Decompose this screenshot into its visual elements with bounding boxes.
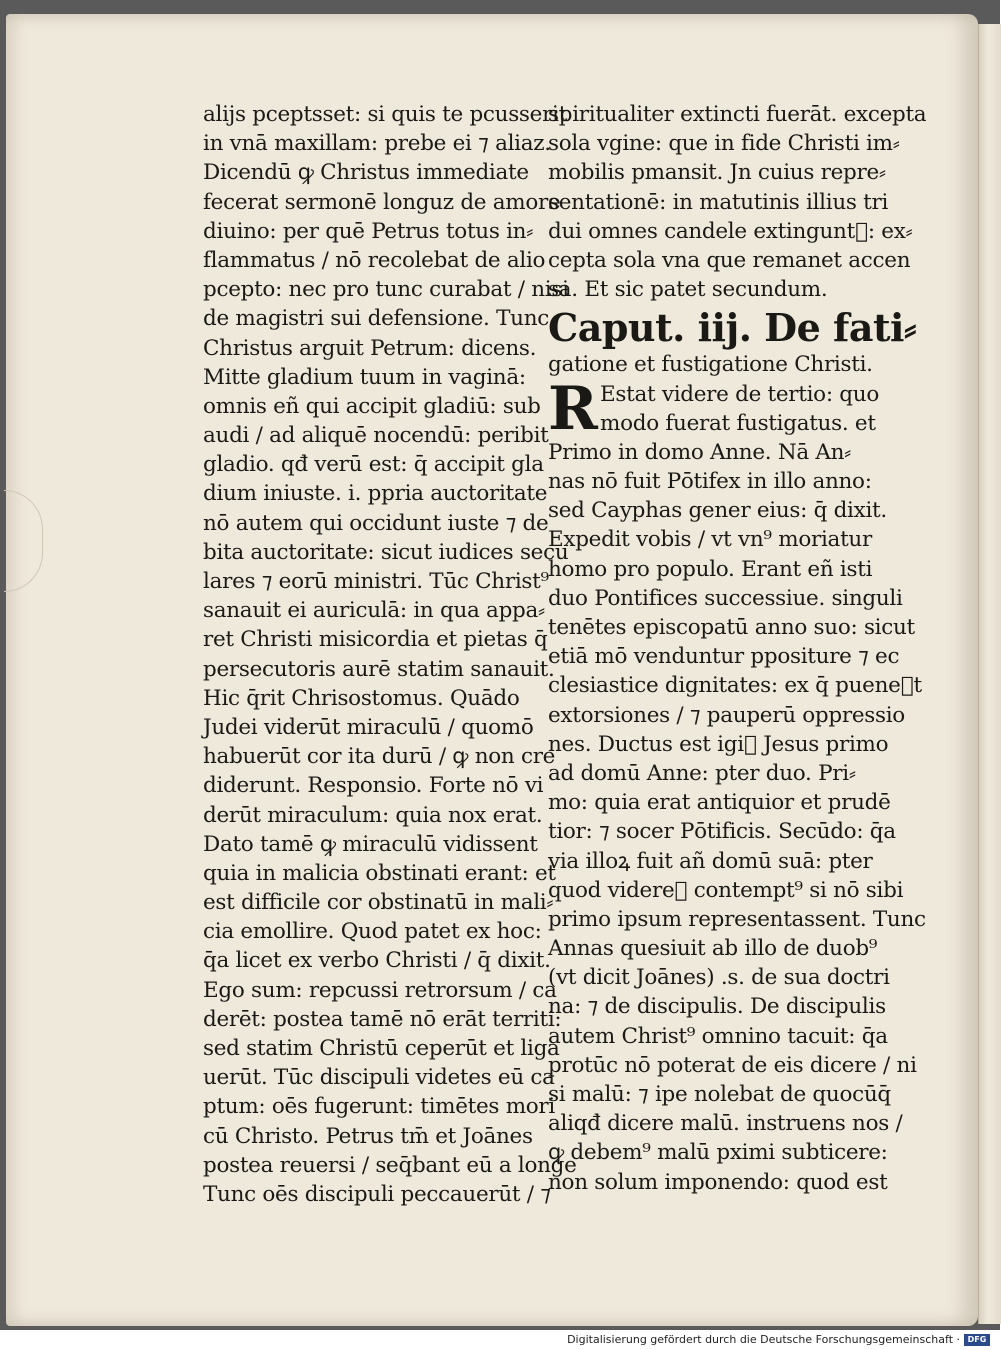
text-line: sed statim Christū ceperūt et liga bbox=[203, 1036, 560, 1061]
text-line: omnis eñ qui accipit gladiū: sub bbox=[203, 393, 541, 419]
text-line: dium iniuste. i. ppria auctoritate bbox=[203, 481, 548, 507]
funding-credit: Digitalisierung gefördert durch die Deutsche Forschungsgemeinschaft · bbox=[567, 1333, 960, 1346]
text-line: nes. Ductus est igiᷣ Jesus primo bbox=[548, 731, 889, 757]
text-line: dui omnes candele extinguntᷣ: ex⸗ bbox=[548, 218, 913, 244]
right-column-body-text bbox=[548, 438, 926, 1197]
drop-cap-line: Estat videre de tertio: quo bbox=[600, 381, 879, 407]
text-line: gladio. qđ verū est: q̄ accipit gla bbox=[203, 452, 544, 478]
right-column-top-text bbox=[548, 100, 927, 304]
text-line: primo ipsum representassent. Tunc bbox=[548, 906, 926, 932]
text-line: Dato tamē ꝙ miraculū vidissent bbox=[203, 831, 538, 857]
text-line: sola vgine: que in fide Christi im⸗ bbox=[548, 131, 900, 157]
text-line: quia in malicia obstinati erant: et bbox=[203, 860, 556, 886]
text-line: mobilis pmansit. Jn cuius repre⸗ bbox=[548, 160, 886, 186]
text-line: tior: ⁊ socer Pōtificis. Secūdo: q̄a bbox=[548, 819, 896, 845]
text-line: non solum imponendo: quod est bbox=[548, 1169, 888, 1195]
text-line: de magistri sui defensione. Tunc bbox=[203, 306, 550, 332]
text-line: duo Pontifices successiue. singuli bbox=[548, 585, 903, 611]
text-line: clesiastice dignitates: ex q̄ pueneᷣt bbox=[548, 673, 922, 699]
chapter-heading: Caput. iij. De fati⸗ bbox=[548, 305, 917, 351]
text-line: postea reuersi / seq̄bant eū a longe bbox=[203, 1152, 577, 1178]
text-line: Expedit vobis / vt vn⁹ moriatur bbox=[548, 527, 872, 553]
text-line: etiā mō venduntur ppositure ⁊ ec bbox=[548, 644, 900, 670]
text-line: cū Christo. Petrus tm̄ et Joānes bbox=[203, 1123, 533, 1149]
text-line: derūt miraculum: quia nox erat. bbox=[203, 802, 543, 828]
text-line: mo: quia erat antiquior et prudē bbox=[548, 790, 891, 816]
text-line: Ego sum: repcussi retrorsum / ca bbox=[203, 977, 557, 1003]
text-line: Christus arguit Petrum: dicens. bbox=[203, 335, 537, 361]
text-line: si malū: ⁊ ipe nolebat de quocūq̄ bbox=[548, 1082, 891, 1107]
text-line: aliqđ dicere malū. instruens nos / bbox=[548, 1111, 903, 1137]
text-line: lares ⁊ eorū ministri. Tūc Christ⁹ bbox=[203, 569, 549, 594]
next-page-edge bbox=[978, 24, 1001, 1324]
text-line: persecutoris aurē statim sanauit. bbox=[203, 656, 555, 682]
drop-cap-initial: R bbox=[548, 373, 598, 444]
text-line: via illoꝝ fuit añ domū suā: pter bbox=[548, 848, 873, 874]
text-line: sed Cayphas gener eius: q̄ dixit. bbox=[548, 498, 887, 524]
text-line: cepta sola vna que remanet accen bbox=[548, 247, 911, 273]
text-line: in vnā maxillam: prebe ei ⁊ aliaz. bbox=[203, 131, 551, 157]
text-line: Mitte gladium tuum in vaginā: bbox=[203, 364, 526, 390]
text-line: ret Christi misicordia et pietas q̄ bbox=[203, 627, 548, 653]
text-line: bita auctoritate: sicut iudices secu bbox=[203, 539, 569, 565]
text-line: uerūt. Tūc discipuli videtes eū ca bbox=[203, 1065, 555, 1091]
text-line: nas nō fuit Pōtifex in illo anno: bbox=[548, 469, 872, 495]
text-line: Annas quesiuit ab illo de duob⁹ bbox=[548, 936, 878, 962]
text-line: sanauit ei auriculā: in qua appa⸗ bbox=[203, 598, 545, 624]
text-line: tenētes episcopatū anno suo: sicut bbox=[548, 615, 915, 640]
digitization-footer bbox=[0, 1330, 1000, 1350]
text-line: (vt dicit Joānes) .s. de sua doctri bbox=[548, 965, 890, 991]
dfg-logo: DFG bbox=[964, 1334, 990, 1346]
text-line: diuino: per quē Petrus totus in⸗ bbox=[203, 218, 534, 244]
drop-cap-line: modo fuerat fustigatus. et bbox=[600, 410, 876, 436]
text-line: quod videreᷣ contempt⁹ si nō sibi bbox=[548, 877, 904, 903]
text-line: diderunt. Responsio. Forte nō vi bbox=[203, 773, 544, 799]
text-line: ꝙ debem⁹ malū pximi subticere: bbox=[548, 1140, 888, 1166]
text-line: cia emollire. Quod patet ex hoc: bbox=[203, 919, 542, 945]
text-line: protūc nō poterat de eis dicere / ni bbox=[548, 1052, 917, 1078]
text-line: est difficile cor obstinatū in mali⸗ bbox=[203, 890, 554, 916]
text-line: Hic q̄rit Chrisostomus. Quādo bbox=[203, 685, 520, 711]
text-line: spiritualiter extincti fuerāt. excepta bbox=[548, 102, 927, 127]
left-text-column bbox=[203, 100, 577, 1209]
text-line: flammatus / nō recolebat de alio bbox=[203, 247, 546, 273]
text-line: Dicendū ꝙ Christus immediate bbox=[203, 160, 529, 186]
text-line: nō autem qui occidunt iuste ⁊ de bbox=[203, 510, 549, 536]
text-line: Tunc oēs discipuli peccauerūt / ⁊ bbox=[203, 1181, 551, 1207]
text-line: extorsiones / ⁊ pauperū oppressio bbox=[548, 702, 905, 728]
text-line: Primo in domo Anne. Nā An⸗ bbox=[548, 439, 852, 465]
text-line: autem Christ⁹ omnino tacuit: q̄a bbox=[548, 1023, 888, 1049]
text-line: pcepto: nec pro tunc curabat / nisi bbox=[203, 277, 569, 303]
text-line: homo pro populo. Erant eñ isti bbox=[548, 556, 873, 582]
right-text-column bbox=[548, 100, 927, 1197]
text-line: ptum: oēs fugerunt: timētes mori bbox=[203, 1094, 555, 1120]
text-line: derēt: postea tamē nō erāt territi: bbox=[203, 1006, 562, 1032]
chapter-subheading: gatione et fustigatione Christi. bbox=[548, 352, 873, 378]
text-line: Judei viderūt miraculū / quomō bbox=[203, 714, 534, 740]
text-line: alijs pceptsset: si quis te pcusserit bbox=[203, 102, 567, 127]
drop-cap-paragraph bbox=[548, 373, 879, 444]
text-line: ad domū Anne: pter duo. Pri⸗ bbox=[548, 760, 856, 786]
text-line: q̄a licet ex verbo Christi / q̄ dixit. bbox=[203, 948, 551, 974]
text-line: na: ⁊ de discipulis. De discipulis bbox=[548, 994, 886, 1020]
text-line: sentationē: in matutinis illius tri bbox=[548, 189, 889, 215]
text-line: habuerūt cor ita durū / ꝙ non cre bbox=[203, 744, 556, 770]
text-line: audi / ad aliquē nocendū: peribit bbox=[203, 423, 549, 449]
text-line: fecerat sermonē longuz de amore bbox=[203, 189, 561, 215]
text-line: sa. Et sic patet secundum. bbox=[548, 277, 828, 303]
